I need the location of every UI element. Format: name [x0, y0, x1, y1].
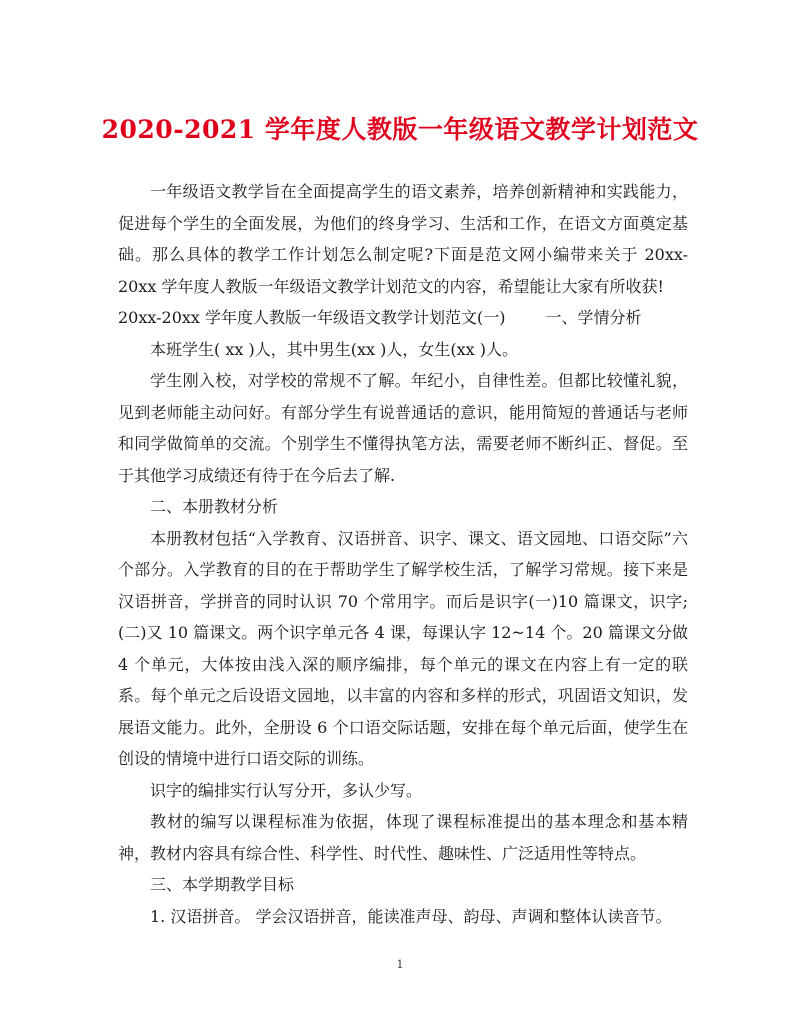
- goal-item-pinyin: 1. 汉语拼音。 学会汉语拼音，能读准声母、韵母、声调和整体认读音节。: [150, 906, 672, 926]
- section-heading-textbook-analysis: 二、本册教材分析: [150, 497, 279, 516]
- document-title: 2020-2021 学年度人教版一年级语文教学计划范文: [101, 115, 699, 144]
- plan-subtitle: 20xx-20xx 学年度人教版一年级语文教学计划范文(一): [118, 308, 506, 327]
- textbook-principle-paragraph: 教材的编写以课程标准为依据，体现了课程标准提出的基本理念和基本精神，教材内容具有综合性、科学性、时代性、趣味性、广泛适用性等特点。: [118, 812, 688, 863]
- document-body: [118, 176, 688, 932]
- section-heading-line: [118, 302, 688, 334]
- section-heading-student-analysis: 一、学情分析: [545, 308, 642, 327]
- class-size-paragraph: 本班学生( xx )人，其中男生(xx )人，女生(xx )人。: [150, 339, 518, 359]
- section-heading-teaching-goals: 三、本学期教学目标: [150, 875, 295, 894]
- intro-paragraph: 一年级语文教学旨在全面提高学生的语文素养，培养创新精神和实践能力，促进每个学生的全面发展，为他们的终身学习、生活和工作，在语文方面奠定基础。那么具体的教学工作计划怎么制定呢?下面是范文网小编带来关于 20xx-20xx 学年度人教版一年级语文教学计划范文的内容，希望能让大家有所收获!: [118, 182, 688, 296]
- page-number: 1: [396, 958, 404, 971]
- textbook-content-paragraph: 本册教材包括“入学教育、汉语拼音、识字、课文、语文园地、口语交际”六个部分。入学教育的目的在于帮助学生了解学校生活，了解学习常规。接下来是汉语拼音，学拼音的同时认识 70 个常用字。而后是识字(一)10 篇课文，识字;(二)又 10 篇课文。两个识字单元各 4 课，每课认字 12~14 个。20 篇课文分做 4 个单元，大体按由浅入深的顺序编排，每个单元的课文在内容上有一定的联系。每个单元之后设语文园地，以丰富的内容和多样的形式，巩固语文知识，发展语文能力。此外，全册设 6 个口语交际话题，安排在每个单元后面，使学生在创设的情境中进行口语交际的训练。: [118, 528, 688, 768]
- literacy-arrangement-paragraph: 识字的编排实行认写分开，多认少写。: [150, 780, 423, 800]
- student-analysis-paragraph: 学生刚入校，对学校的常规不了解。年纪小，自律性差。但都比较懂礼貌，见到老师能主动问好。有部分学生有说普通话的意识，能用简短的普通话与老师和同学做简单的交流。个别学生不懂得执笔方法，需要老师不断纠正、督促。至于其他学习成绩还有待于在今后去了解.: [118, 371, 688, 485]
